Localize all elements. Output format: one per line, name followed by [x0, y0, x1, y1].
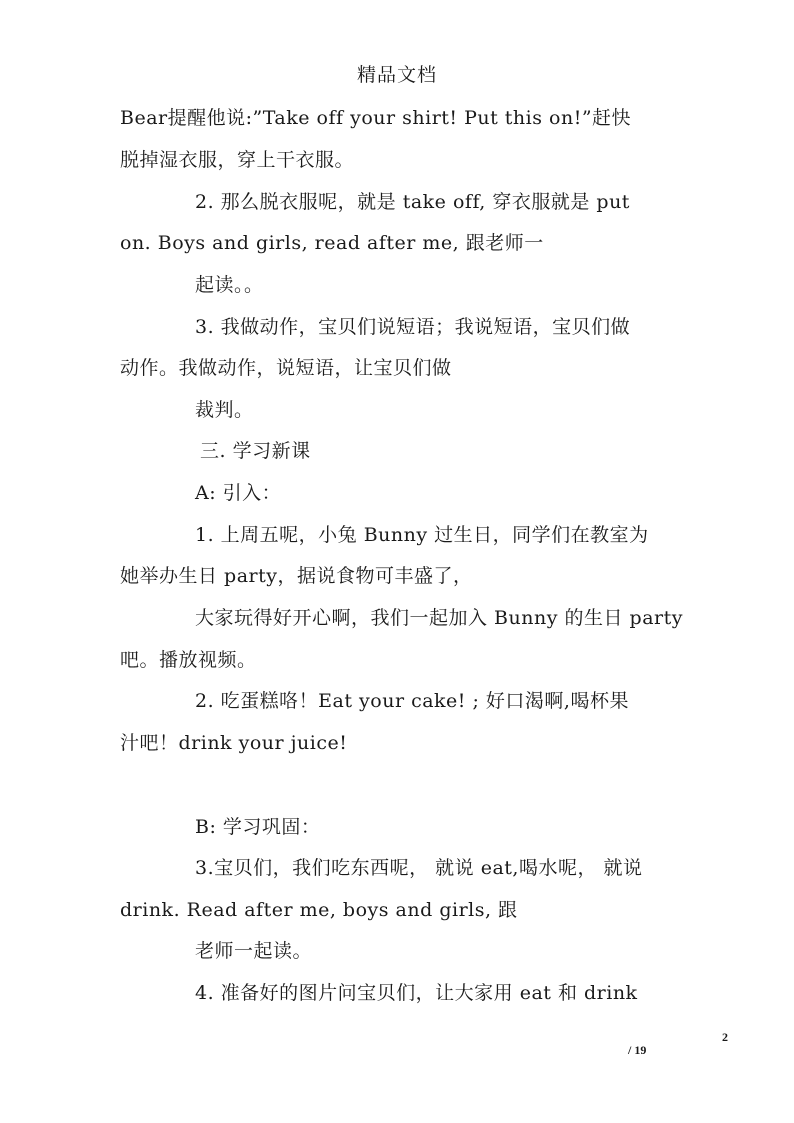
section-heading: 三. 学习新课 — [200, 440, 311, 462]
text-line: 动作。我做动作，说短语，让宝贝们做 — [120, 357, 452, 379]
text-line: 起读。。 — [195, 274, 264, 296]
text-line: 裁判。 — [195, 399, 254, 421]
text-line: 3.宝贝们，我们吃东西呢， 就说 eat,喝水呢， 就说 — [195, 857, 643, 879]
text-line: 4. 准备好的图片问宝贝们，让大家用 eat 和 drink — [195, 982, 638, 1004]
text-line: 2. 吃蛋糕咯！Eat your cake! ; 好口渴啊,喝杯果 — [195, 690, 629, 712]
text-line: on. Boys and girls, read after me, 跟老师一 — [120, 232, 544, 254]
page-total: / 19 — [628, 1043, 647, 1057]
text-line: 吧。播放视频。 — [120, 649, 257, 671]
text-line: 汁吧！drink your juice! — [120, 732, 348, 754]
subsection-heading: B: 学习巩固： — [195, 816, 321, 838]
subsection-heading: A: 引入： — [195, 482, 282, 504]
text-line: 脱掉湿衣服，穿上干衣服。 — [120, 149, 355, 171]
page-header-title: 精品文档 — [356, 64, 437, 86]
page-number: 2 — [722, 1030, 728, 1044]
text-line: 大家玩得好开心啊，我们一起加入 Bunny 的生日 party — [195, 607, 683, 629]
text-line: 她举办生日 party，据说食物可丰盛了， — [120, 565, 473, 587]
text-line: 3. 我做动作，宝贝们说短语；我说短语，宝贝们做 — [195, 316, 631, 338]
text-line: 1. 上周五呢，小兔 Bunny 过生日，同学们在教室为 — [195, 524, 649, 546]
text-line: drink. Read after me, boys and girls, 跟 — [120, 899, 518, 921]
text-line: 老师一起读。 — [195, 940, 313, 962]
text-line: Bear提醒他说:”Take off your shirt! Put this on!”赶快 — [120, 107, 632, 129]
text-line: 2. 那么脱衣服呢，就是 take off, 穿衣服就是 put — [195, 191, 630, 213]
